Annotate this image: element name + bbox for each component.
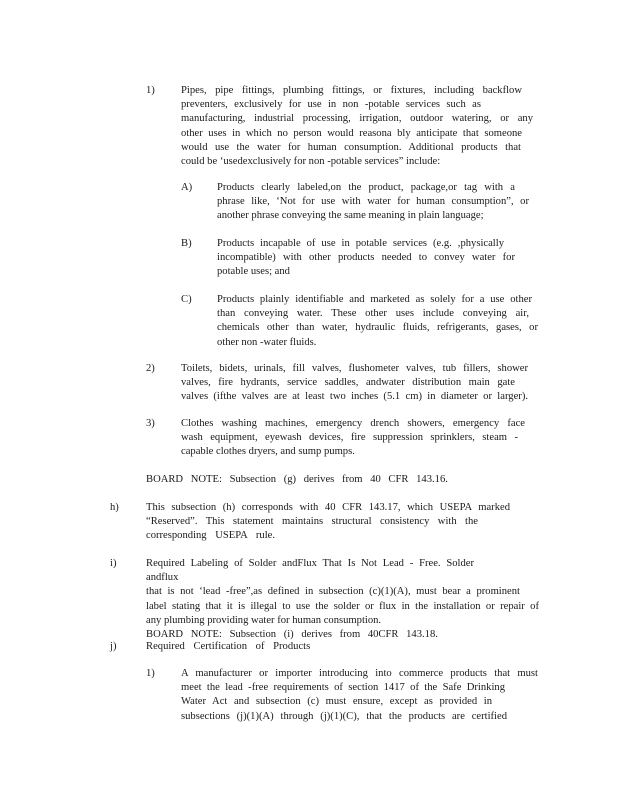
item-c-text	[217, 293, 538, 350]
section-h-label: h)	[110, 502, 119, 513]
text-line: incompatible) with other products needed to convey water for	[217, 252, 515, 264]
item-b-text	[217, 237, 515, 280]
text-line: Products incapable of use in potable services (e.g. ,physically	[217, 238, 504, 249]
text-line: Required Labeling of Solder andFlux That Is Not Lead - Free. Solder andflux	[146, 558, 474, 584]
text-line: other non -water fluids.	[217, 336, 317, 348]
text-line: that is not ‘lead -free”,as defined in subsection (c)(1)(A), must bear a prominent	[146, 586, 520, 598]
item-3-text	[181, 417, 525, 460]
text-line: valves (ifthe valves are at least two inches (5.1 cm) in diameter or larger).	[181, 391, 528, 403]
text-line: could be ‘usedexclusively for non -potable services” include:	[181, 156, 441, 168]
text-line: Water Act and subsection (c) must ensure, except as provided in	[181, 696, 492, 708]
item-1-text	[181, 84, 533, 169]
section-j-label: j)	[110, 641, 117, 652]
section-i-label: i)	[110, 558, 117, 569]
text-line: Products clearly labeled,on the product, package,or tag with a	[217, 182, 515, 193]
text-line: meet the lead -free requirements of section 1417 of the Safe Drinking	[181, 682, 505, 694]
item-1-label: 1)	[146, 85, 155, 96]
text-line: A manufacturer or importer introducing into commerce products that must	[181, 668, 538, 679]
item-b-label: B)	[181, 238, 192, 249]
item-3-label: 3)	[146, 418, 155, 429]
item-a-text	[217, 181, 529, 224]
text-line: manufacturing, industrial processing, irrigation, outdoor watering, or any	[181, 113, 533, 125]
text-line: than conveying water. These other uses include conveying air,	[217, 308, 529, 320]
text-line: preventers, exclusively for use in non -potable services such as	[181, 99, 481, 111]
section-j-heading: Required Certification of Products	[146, 641, 311, 652]
item-2-text	[181, 362, 528, 405]
text-line: valves, fire hydrants, service saddles, andwater distribution main gate	[181, 377, 515, 389]
text-line: subsections (j)(1)(A) through (j)(1)(C), that the products are certified	[181, 710, 507, 722]
text-line: capable clothes dryers, and sump pumps.	[181, 446, 355, 458]
text-line: label stating that it is illegal to use the solder or flux in the installation or repair of	[146, 600, 539, 612]
text-line: other uses in which no person would reasona bly anticipate that someone	[181, 127, 522, 139]
item-2-label: 2)	[146, 363, 155, 374]
section-i-text	[146, 557, 539, 642]
item-c-label: C)	[181, 294, 192, 305]
text-line: This subsection (h) corresponds with 40 CFR 143.17, which USEPA marked	[146, 502, 510, 513]
text-line: chemicals other than water, hydraulic fluids, refrigerants, gases, or	[217, 322, 538, 334]
text-line: Products plainly identifiable and marketed as solely for a use other	[217, 294, 532, 305]
text-line: Toilets, bidets, urinals, fill valves, flushometer valves, tub fillers, shower	[181, 363, 528, 374]
section-h-text	[146, 501, 510, 544]
text-line: wash equipment, eyewash devices, fire suppression sprinklers, steam -	[181, 432, 518, 444]
text-line: Clothes washing machines, emergency drench showers, emergency face	[181, 418, 525, 429]
item-j1-text	[181, 667, 538, 724]
text-line: any plumbing providing water for human consumption.	[146, 614, 382, 626]
text-line: potable uses; and	[217, 266, 290, 278]
text-line: another phrase conveying the same meaning in plain language;	[217, 210, 484, 222]
text-line: corresponding USEPA rule.	[146, 530, 276, 542]
text-line: would use the water for human consumption. Additional products that	[181, 141, 521, 153]
item-j1-label: 1)	[146, 668, 155, 679]
text-line: Pipes, pipe fittings, plumbing fittings, or fixtures, including backflow	[181, 85, 522, 96]
text-line: “Reserved”. This statement maintains structural consistency with the	[146, 516, 478, 528]
board-note-g: BOARD NOTE: Subsection (g) derives from 40 CFR 143.16.	[146, 474, 448, 485]
board-note-i: BOARD NOTE: Subsection (i) derives from 40CFR 143.18.	[146, 629, 438, 641]
text-line: phrase like, ‘Not for use with water for human consumption”, or	[217, 196, 529, 208]
item-a-label: A)	[181, 182, 193, 193]
